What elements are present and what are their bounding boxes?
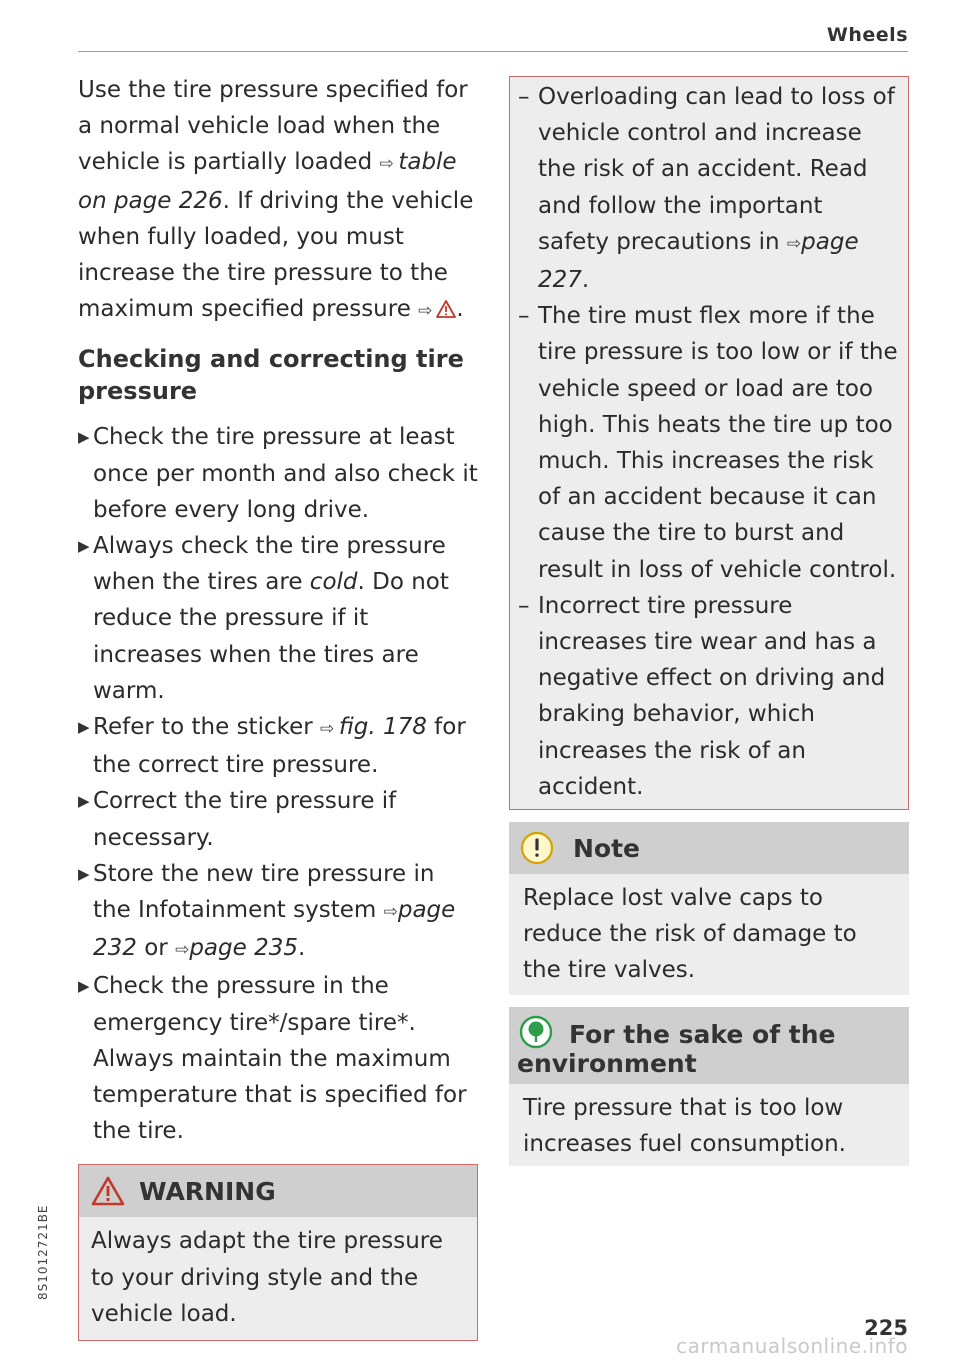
warning-triangle-icon[interactable] [436,300,456,318]
right-column [509,76,909,1166]
environment-text: Tire pressure that is too low increases fuel consumption. [523,1094,846,1157]
page-cross-reference[interactable]: page 227 [538,228,859,294]
environment-title: For the sake of the environment [517,1019,836,1078]
list-item: – Overloading can lead to loss of vehicle control and increase the risk of an accident. Read and follow the important safety precautions in ⇨page 227. [518,84,895,294]
document-code: 8S1012721BE [36,1204,50,1300]
section-heading: Checking and correcting tire pressure [78,345,464,406]
note-header [509,822,909,874]
intro-paragraph: Use the tire pressure specified for a normal vehicle load when the vehicle is partially loaded ⇨ table on page 226. If driving the vehicle when fully loaded, you must increase the tire pressure to the maximum specified pressure ⇨ . [78,77,474,323]
warning-box [78,1164,478,1341]
arrow-right-icon: ⇨ [418,301,433,322]
triangle-bullet-icon: ▶ [78,537,90,556]
figure-cross-reference[interactable]: fig. 178 [338,714,427,741]
watermark[interactable]: carmanualsonline.info [676,1334,908,1358]
warning-list [510,79,898,805]
arrow-right-icon: ⇨ [379,154,394,175]
arrow-right-icon: ⇨ [320,719,335,740]
instruction-list [78,419,478,1149]
header-rule [78,51,908,52]
list-item: ▶ Always check the tire pressure when the tires are cold. Do not reduce the pressure if it increases when the tires are warm. [78,528,478,709]
triangle-bullet-icon: ▶ [78,428,90,447]
intro-text-2: . If driving the vehicle when fully loaded, you must increase the tire pressure to the maximum specified pressure [78,187,474,323]
arrow-right-icon: ⇨ [175,940,190,961]
left-column [78,72,478,1341]
page-number: 225 [864,1316,908,1340]
list-item: ▶ Check the pressure in the emergency tire*/spare tire*. Always maintain the maximum temperature that is specified for the tire. [78,968,478,1149]
page-cross-reference[interactable]: page 232 [93,897,456,962]
triangle-bullet-icon: ▶ [78,977,90,996]
list-item: ▶ Store the new tire pressure in the Infotainment system ⇨page 232 or ⇨page 235. [78,856,478,969]
triangle-bullet-icon: ▶ [78,718,90,737]
arrow-right-icon: ⇨ [786,233,802,254]
warning-text: Always adapt the tire pressure to your driving style and the vehicle load. [91,1228,443,1327]
warning-header [79,1165,477,1217]
page-header-title: Wheels [826,24,908,46]
intro-cross-reference[interactable]: table on page 226 [78,149,457,214]
note-title: Note [573,833,641,863]
note-box [509,822,909,995]
intro-text-1: Use the tire pressure specified for a normal vehicle load when the vehicle is partially loaded [78,77,468,176]
environment-box [509,1007,909,1166]
list-item: ▶ Correct the tire pressure if necessary. [78,783,478,855]
list-item: ▶ Refer to the sticker ⇨ fig. 178 for the correct tire pressure. [78,709,478,783]
exclamation-circle-icon [519,830,555,866]
page-cross-reference[interactable]: page 235 [189,935,298,962]
list-item: – Incorrect tire pressure increases tire wear and has a negative effect on driving and braking behavior, which increases the risk of an accident. [518,592,886,800]
triangle-bullet-icon: ▶ [78,864,90,883]
warning-title: WARNING [139,1176,276,1206]
list-item: ▶ Check the tire pressure at least once per month and also check it before every long drive. [78,419,478,528]
list-item: – The tire must flex more if the tire pressure is too low or if the vehicle speed or load are too high. This heats the tire up too much. This increases the risk of an accident because it can cause the tire to burst and result in loss of vehicle control. [518,303,898,583]
arrow-right-icon: ⇨ [383,902,398,923]
warning-continuation-box [509,76,909,810]
note-text: Replace lost valve caps to reduce the risk of damage to the tire valves. [523,885,857,984]
tree-icon [519,1015,553,1049]
environment-header [509,1007,909,1084]
triangle-bullet-icon: ▶ [78,792,90,811]
warning-triangle-icon [91,1176,125,1206]
